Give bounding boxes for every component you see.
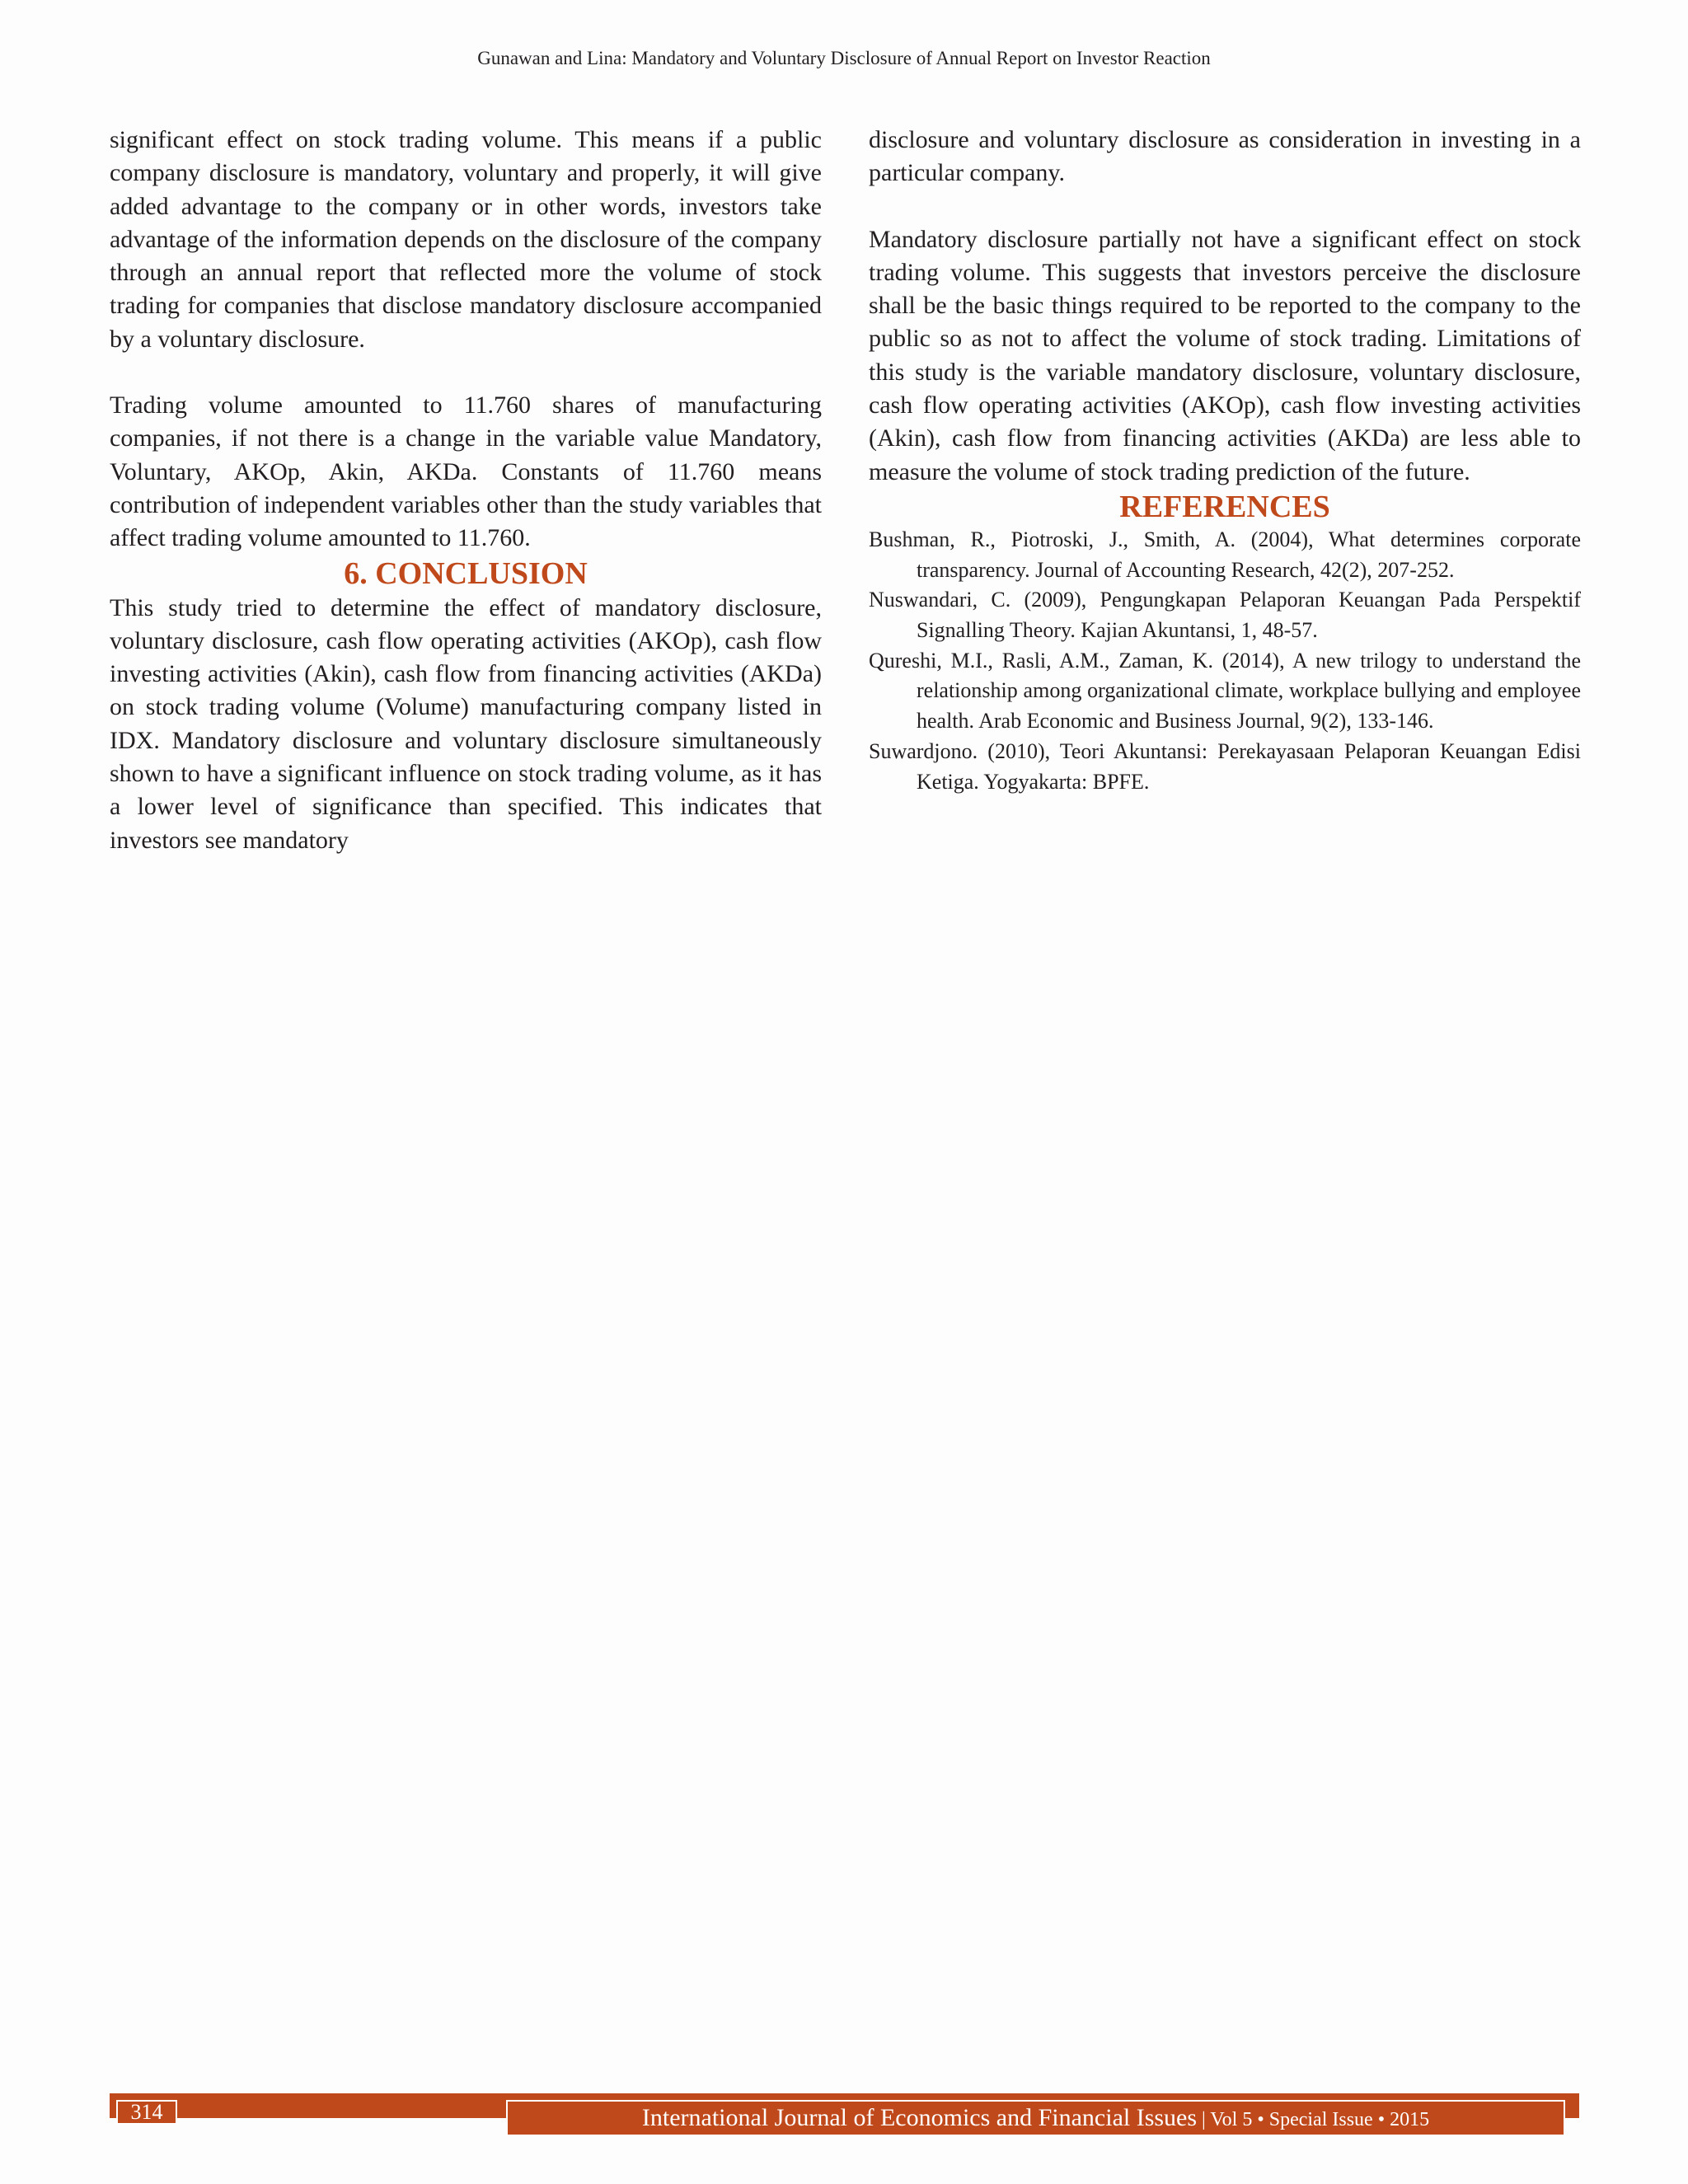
left-column: [110, 124, 822, 857]
reference-list: [869, 525, 1581, 797]
reference-item: Suwardjono. (2010), Teori Akuntansi: Perekayasaan Pelaporan Keuangan Edisi Ketiga. Yogyakarta: BPFE.: [869, 738, 1581, 794]
section-heading-conclusion: 6. CONCLUSION: [344, 555, 588, 591]
body-paragraph: significant effect on stock trading volume. This means if a public company disclosure is mandatory, voluntary and properly, it will give added advantage to the company or in other words, investors take advantage of the information depends on the disclosure of the company through an annual report that reflected more the volume of stock trading for companies that disclose mandatory disclosure accompanied by a voluntary disclosure.: [110, 126, 822, 353]
running-header: Gunawan and Lina: Mandatory and Voluntary Disclosure of Annual Report on Investor Reaction: [477, 48, 1211, 68]
right-column: [869, 124, 1581, 797]
body-paragraph: disclosure and voluntary disclosure as consideration in investing in a particular company.: [869, 126, 1581, 187]
journal-name: International Journal of Economics and Financial Issues: [641, 2104, 1198, 2131]
reference-item: Qureshi, M.I., Rasli, A.M., Zaman, K. (2014), A new trilogy to understand the relationship among organizational climate, workplace bullying and employee health. Arab Economic and Business Journal, 9(2), 133-146.: [869, 648, 1581, 733]
body-paragraph: Trading volume amounted to 11.760 shares of manufacturing companies, if not there is a change in the variable value Mandatory, Voluntary, AKOp, Akin, AKDa. Constants of 11.760 means contribution of independent variables other than the study variables that affect trading volume amounted to 11.760.: [110, 391, 822, 552]
page-number: 314: [116, 2100, 177, 2125]
body-paragraph: Mandatory disclosure partially not have a significant effect on stock trading volume. This suggests that investors perceive the disclosure shall be the basic things required to be reported to the company to the public so as not to affect the volume of stock trading. Limitations of this study is the variable mandatory disclosure, voluntary disclosure, cash flow operating activities (AKOp), cash flow investing activities (Akin), cash flow from financing activities (AKDa) are less able to measure the volume of stock trading prediction of the future.: [869, 225, 1581, 485]
journal-footer: [506, 2100, 1565, 2136]
body-paragraph: This study tried to determine the effect of mandatory disclosure, voluntary disclosure, cash flow operating activities (AKOp), cash flow investing activities (Akin), cash flow from financing activities (AKDa) on stock trading volume (Volume) manufacturing company listed in IDX. Mandatory disclosure and voluntary disclosure simultaneously shown to have a significant influence on stock trading volume, as it has a lower level of significance than specified. This indicates that investors see mandatory: [110, 593, 822, 854]
issue-info: Vol 5 • Special Issue • 2015: [1210, 2109, 1430, 2130]
footer-separator: |: [1197, 2109, 1211, 2130]
reference-item: Nuswandari, C. (2009), Pengungkapan Pelaporan Keuangan Pada Perspektif Signalling Theory. Kajian Akuntansi, 1, 48-57.: [869, 588, 1581, 643]
reference-item: Bushman, R., Piotroski, J., Smith, A. (2004), What determines corporate transparency. Journal of Accounting Research, 42(2), 207-252.: [869, 527, 1581, 582]
section-heading-references: REFERENCES: [1119, 489, 1330, 524]
